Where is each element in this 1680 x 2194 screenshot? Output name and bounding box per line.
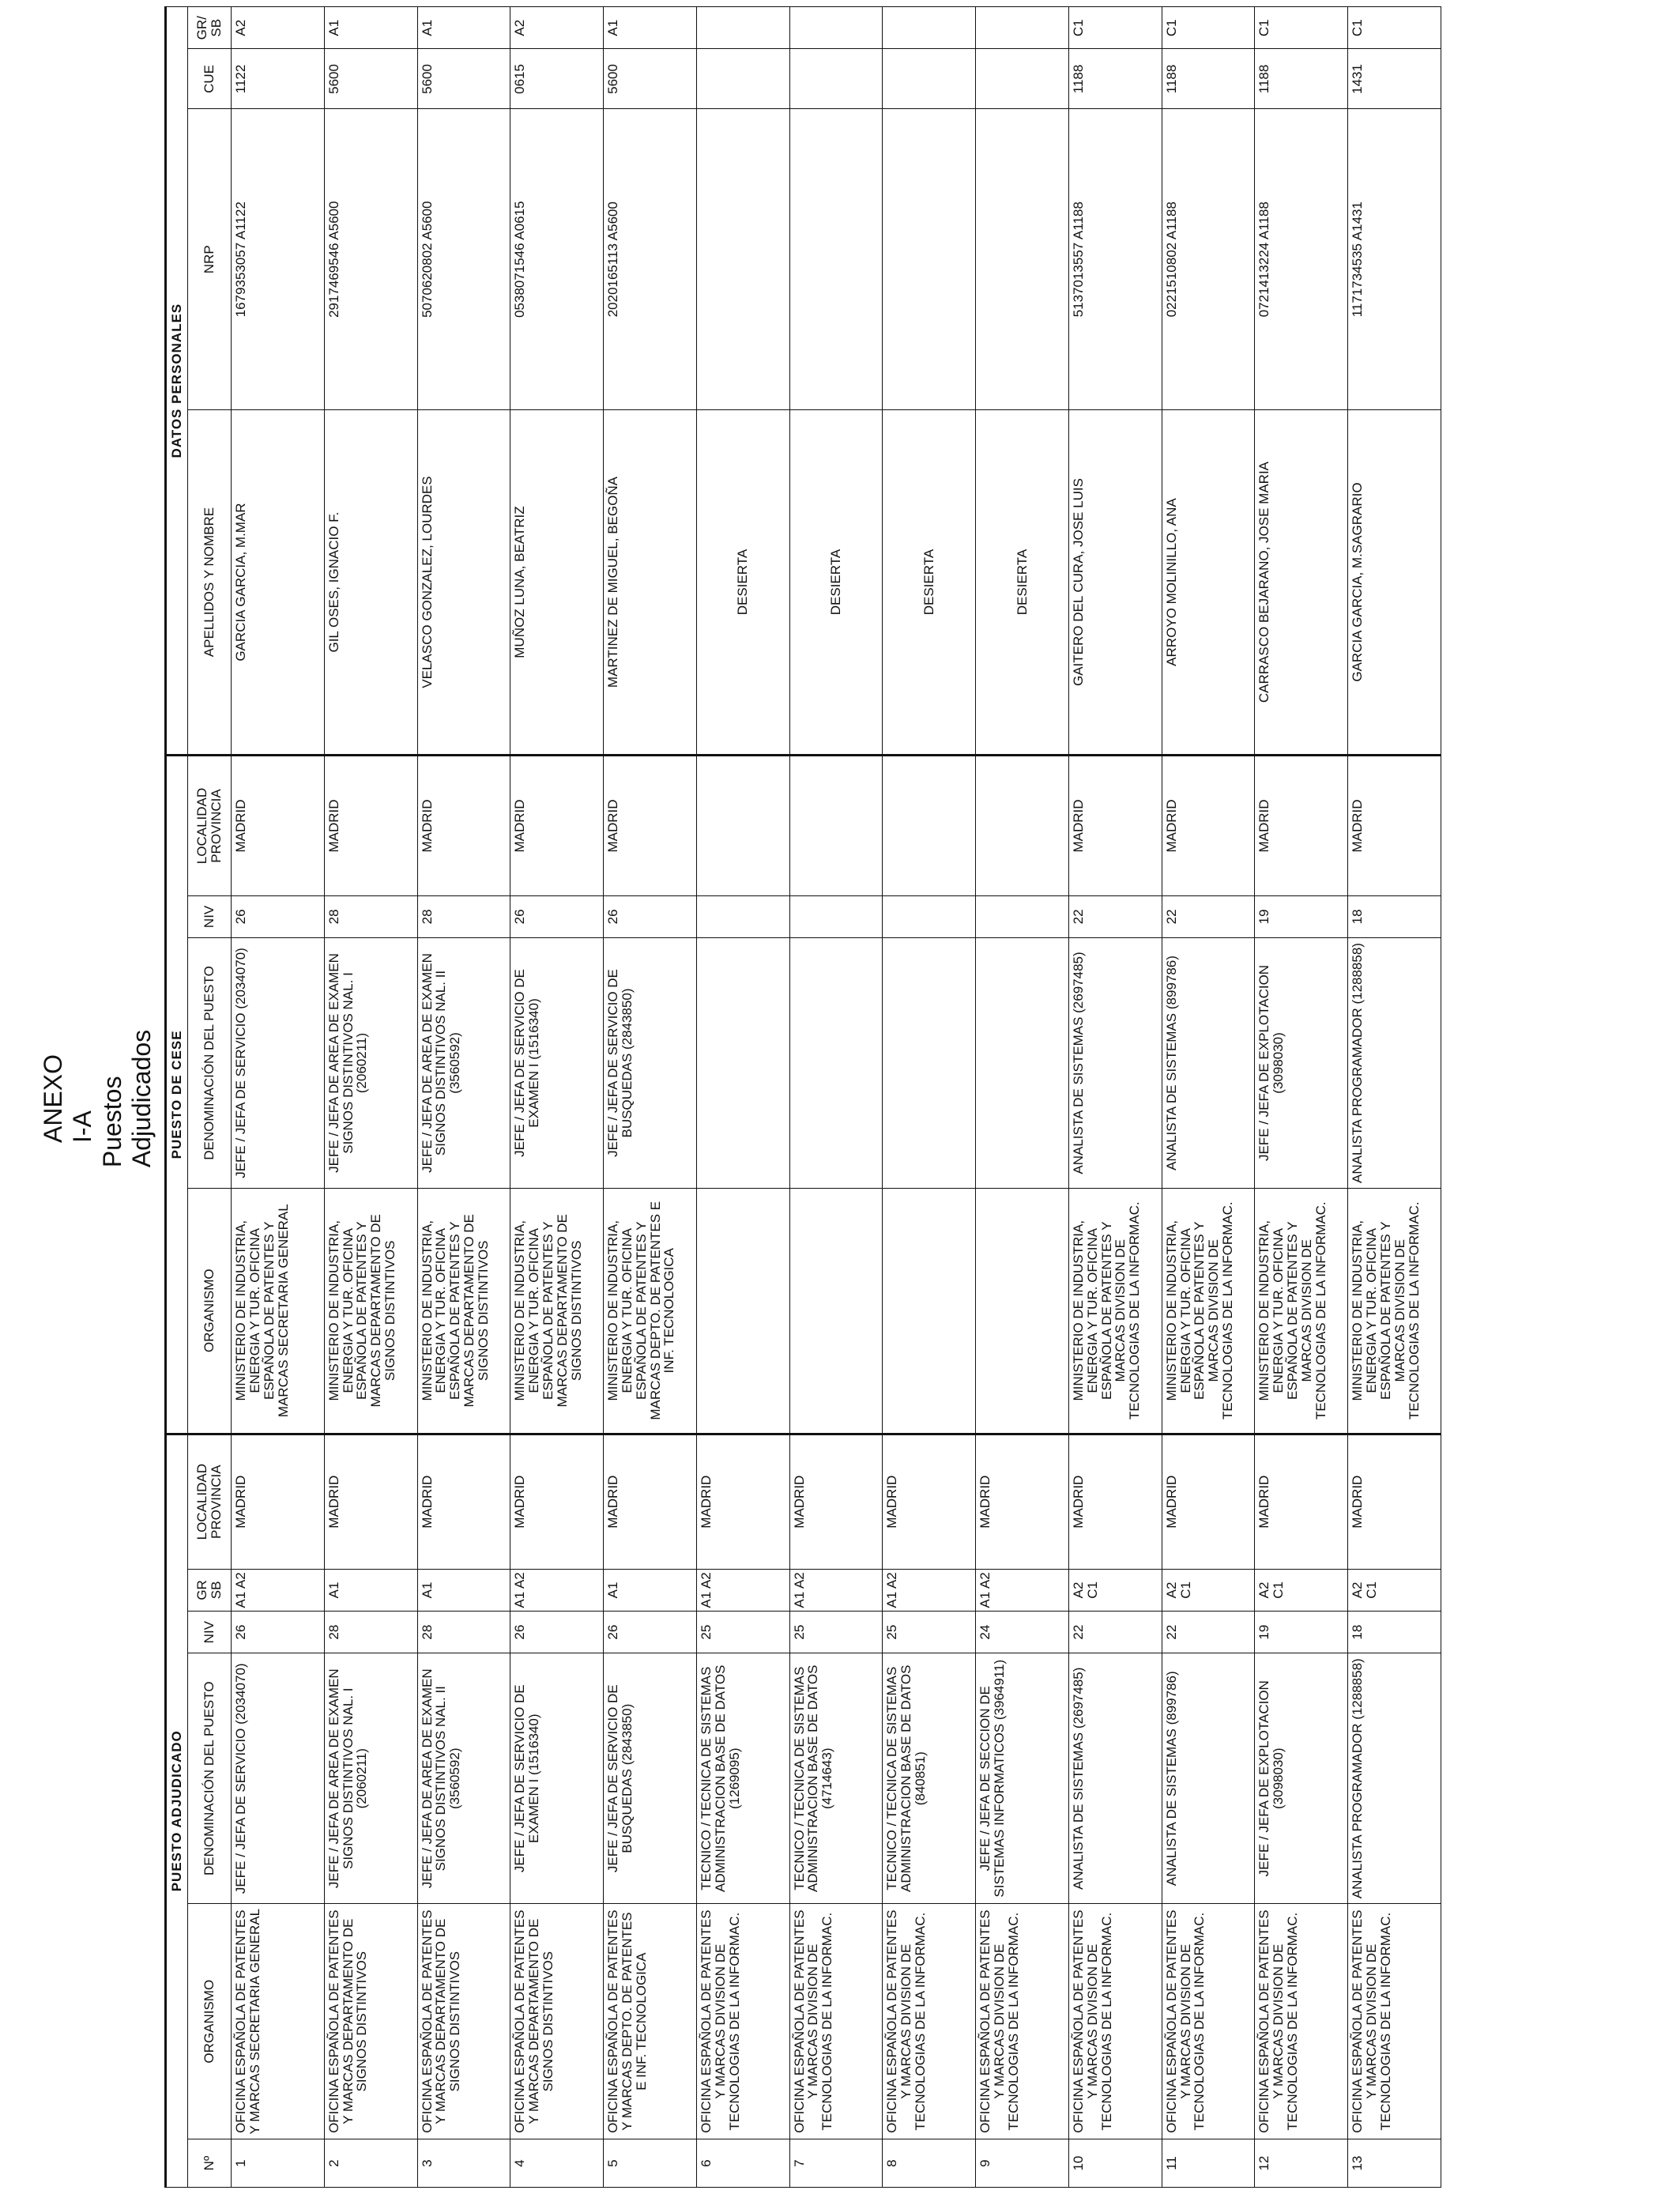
row-organismo: OFICINA ESPAÑOLA DE PATENTES Y MARCAS DIVISION DE TECNOLOGIAS DE LA INFORMAC. — [976, 1904, 1069, 2139]
row-denominacion-cese: JEFE / JEFA DE SERVICIO (2034070) — [232, 938, 325, 1189]
row-grsb: A1 A2 — [976, 1569, 1069, 1611]
row-organismo-cese: MINISTERIO DE INDUSTRIA, ENERGIA Y TUR. OFICINA ESPAÑOLA DE PATENTES Y MARCAS DEPTO. DE PATENTES E INF. TECNOLOGICA — [604, 1188, 697, 1434]
row-number: 6 — [696, 2139, 789, 2188]
row-niv: 25 — [696, 1612, 789, 1653]
row-grsb2 — [789, 7, 883, 49]
row-nrp: 2917469546 A5600 — [324, 109, 417, 409]
row-organismo: OFICINA ESPAÑOLA DE PATENTES Y MARCAS DIVISION DE TECNOLOGIAS DE LA INFORMAC. — [789, 1904, 883, 2139]
col-header-denominacion: DENOMINACIÓN DEL PUESTO — [188, 1653, 232, 1904]
row-organismo-cese — [696, 1188, 789, 1434]
row-localidad-cese: MADRID — [510, 756, 604, 896]
row-localidad-cese — [976, 756, 1069, 896]
row-denominacion: JEFE / JEFA DE SERVICIO (2034070) — [232, 1653, 325, 1904]
row-cue — [976, 49, 1069, 109]
row-niv-cese: 22 — [1162, 895, 1255, 937]
table-row — [1068, 7, 1162, 2188]
row-organismo: OFICINA ESPAÑOLA DE PATENTES Y MARCAS DIVISION DE TECNOLOGIAS DE LA INFORMAC. — [1162, 1904, 1255, 2139]
row-denominacion: TECNICO / TECNICA DE SISTEMAS ADMINISTRACION BASE DE DATOS (1269095) — [696, 1653, 789, 1904]
row-niv: 25 — [883, 1612, 976, 1653]
row-number: 5 — [604, 2139, 697, 2188]
row-cue: 1188 — [1162, 49, 1255, 109]
row-niv: 28 — [324, 1612, 417, 1653]
group-header-adjudicado: PUESTO ADJUDICADO — [166, 1434, 188, 2187]
row-nrp — [789, 109, 883, 409]
row-nrp — [696, 109, 789, 409]
row-niv-cese: 26 — [510, 895, 604, 937]
row-grsb: A2 C1 — [1068, 1569, 1162, 1611]
row-denominacion-cese: JEFE / JEFA DE AREA DE EXAMEN SIGNOS DISTINTIVOS NAL. II (3560592) — [417, 938, 510, 1189]
row-localidad-cese: MADRID — [1348, 756, 1441, 896]
row-cue: 1188 — [1068, 49, 1162, 109]
row-number: 8 — [883, 2139, 976, 2188]
row-niv-cese — [976, 895, 1069, 937]
row-denominacion-cese — [789, 938, 883, 1189]
row-denominacion-cese — [696, 938, 789, 1189]
title-block — [28, 0, 155, 2194]
row-localidad-cese: MADRID — [417, 756, 510, 896]
row-grsb: A2 C1 — [1348, 1569, 1441, 1611]
row-niv: 26 — [232, 1612, 325, 1653]
row-localidad-cese — [883, 756, 976, 896]
table-row — [1162, 7, 1255, 2188]
row-grsb: A1 A2 — [232, 1569, 325, 1611]
col-header-niv: NIV — [188, 1612, 232, 1653]
row-apellidos-nombre: CARRASCO BEJARANO, JOSE MARIA — [1255, 409, 1348, 755]
table-row — [324, 7, 417, 2188]
row-organismo: OFICINA ESPAÑOLA DE PATENTES Y MARCAS DEPARTAMENTO DE SIGNOS DISTINTIVOS — [417, 1904, 510, 2139]
col-header-localidad: LOCALIDAD PROVINCIA — [188, 1434, 232, 1569]
group-header-row — [166, 7, 188, 2188]
row-number: 9 — [976, 2139, 1069, 2188]
row-denominacion-cese — [976, 938, 1069, 1189]
row-organismo: OFICINA ESPAÑOLA DE PATENTES Y MARCAS SECRETARIA GENERAL — [232, 1904, 325, 2139]
row-niv-cese — [883, 895, 976, 937]
row-number: 10 — [1068, 2139, 1162, 2188]
row-grsb: A1 A2 — [789, 1569, 883, 1611]
row-nrp: 5137013557 A1188 — [1068, 109, 1162, 409]
row-cue — [696, 49, 789, 109]
col-header-niv-cese: NIV — [188, 895, 232, 937]
table-row — [510, 7, 604, 2188]
row-denominacion-cese: ANALISTA DE SISTEMAS (899786) — [1162, 938, 1255, 1189]
row-niv-cese — [696, 895, 789, 937]
col-header-n: Nº — [188, 2139, 232, 2188]
row-organismo: OFICINA ESPAÑOLA DE PATENTES Y MARCAS DEPARTAMENTO DE SIGNOS DISTINTIVOS — [324, 1904, 417, 2139]
row-denominacion-cese: JEFE / JEFA DE AREA DE EXAMEN SIGNOS DISTINTIVOS NAL. I (2060211) — [324, 938, 417, 1189]
row-organismo: OFICINA ESPAÑOLA DE PATENTES Y MARCAS DIVISION DE TECNOLOGIAS DE LA INFORMAC. — [883, 1904, 976, 2139]
awards-table-container — [164, 6, 1441, 2188]
table-row — [883, 7, 976, 2188]
row-localidad-cese — [696, 756, 789, 896]
row-niv: 24 — [976, 1612, 1069, 1653]
row-localidad-cese: MADRID — [1068, 756, 1162, 896]
row-organismo: OFICINA ESPAÑOLA DE PATENTES Y MARCAS DIVISION DE TECNOLOGIAS DE LA INFORMAC. — [1255, 1904, 1348, 2139]
table-row — [1348, 7, 1441, 2188]
row-number: 11 — [1162, 2139, 1255, 2188]
row-organismo-cese: MINISTERIO DE INDUSTRIA, ENERGIA Y TUR. OFICINA ESPAÑOLA DE PATENTES Y MARCAS DEPARTAMENTO DE SIGNOS DISTINTIVOS — [417, 1188, 510, 1434]
row-cue: 1431 — [1348, 49, 1441, 109]
row-localidad: MADRID — [1255, 1434, 1348, 1569]
row-cue — [789, 49, 883, 109]
row-denominacion: JEFE / JEFA DE SERVICIO DE EXAMEN I (1516340) — [510, 1653, 604, 1904]
row-niv-cese: 28 — [417, 895, 510, 937]
row-niv: 22 — [1068, 1612, 1162, 1653]
row-organismo-cese: MINISTERIO DE INDUSTRIA, ENERGIA Y TUR. OFICINA ESPAÑOLA DE PATENTES Y MARCAS DEPARTAMENTO DE SIGNOS DISTINTIVOS — [324, 1188, 417, 1434]
row-localidad: MADRID — [883, 1434, 976, 1569]
row-grsb: A1 — [324, 1569, 417, 1611]
row-apellidos-nombre: VELASCO GONZALEZ, LOURDES — [417, 409, 510, 755]
row-nrp: 0538071546 A0615 — [510, 109, 604, 409]
row-denominacion: TECNICO / TECNICA DE SISTEMAS ADMINISTRACION BASE DE DATOS (4714643) — [789, 1653, 883, 1904]
row-grsb: A1 — [604, 1569, 697, 1611]
row-denominacion-cese: ANALISTA PROGRAMADOR (1288858) — [1348, 938, 1441, 1189]
row-organismo: OFICINA ESPAÑOLA DE PATENTES Y MARCAS DEPARTAMENTO DE SIGNOS DISTINTIVOS — [510, 1904, 604, 2139]
table-row — [232, 7, 325, 2188]
col-header-cue: CUE — [188, 49, 232, 109]
col-header-apellidos: APELLIDOS Y NOMBRE — [188, 409, 232, 755]
row-apellidos-nombre: GARCIA GARCIA, M.SAGRARIO — [1348, 409, 1441, 755]
row-nrp: 5070620802 A5600 — [417, 109, 510, 409]
table-row — [604, 7, 697, 2188]
row-apellidos-nombre: DESIERTA — [976, 409, 1069, 755]
row-grsb2: C1 — [1162, 7, 1255, 49]
page-subtitle: Puestos Adjudicados — [98, 1029, 156, 1168]
row-grsb: A1 — [417, 1569, 510, 1611]
table-body — [232, 7, 1441, 2188]
row-grsb2: A2 — [510, 7, 604, 49]
row-denominacion-cese — [883, 938, 976, 1189]
row-organismo: OFICINA ESPAÑOLA DE PATENTES Y MARCAS DIVISION DE TECNOLOGIAS DE LA INFORMAC. — [696, 1904, 789, 2139]
row-cue: 0615 — [510, 49, 604, 109]
row-cue: 1122 — [232, 49, 325, 109]
row-grsb2: A1 — [417, 7, 510, 49]
row-organismo: OFICINA ESPAÑOLA DE PATENTES Y MARCAS DIVISION DE TECNOLOGIAS DE LA INFORMAC. — [1068, 1904, 1162, 2139]
row-number: 12 — [1255, 2139, 1348, 2188]
row-organismo-cese: MINISTERIO DE INDUSTRIA, ENERGIA Y TUR. OFICINA ESPAÑOLA DE PATENTES Y MARCAS DIVISION DE TECNOLOGIAS DE LA INFORMAC. — [1255, 1188, 1348, 1434]
col-header-grsb2: GR/ SB — [188, 7, 232, 49]
row-nrp: 2020165113 A5600 — [604, 109, 697, 409]
row-cue: 5600 — [324, 49, 417, 109]
row-grsb: A2 C1 — [1162, 1569, 1255, 1611]
row-localidad: MADRID — [510, 1434, 604, 1569]
row-apellidos-nombre: DESIERTA — [696, 409, 789, 755]
row-organismo: OFICINA ESPAÑOLA DE PATENTES Y MARCAS DEPTO. DE PATENTES E INF. TECNOLOGICA — [604, 1904, 697, 2139]
row-localidad-cese: MADRID — [324, 756, 417, 896]
row-organismo-cese: MINISTERIO DE INDUSTRIA, ENERGIA Y TUR. OFICINA ESPAÑOLA DE PATENTES Y MARCAS DIVISION DE TECNOLOGIAS DE LA INFORMAC. — [1068, 1188, 1162, 1434]
row-organismo-cese — [976, 1188, 1069, 1434]
row-grsb2: A1 — [324, 7, 417, 49]
row-localidad: MADRID — [232, 1434, 325, 1569]
row-denominacion-cese: JEFE / JEFA DE SERVICIO DE BUSQUEDAS (2843850) — [604, 938, 697, 1189]
table-row — [696, 7, 789, 2188]
row-number: 4 — [510, 2139, 604, 2188]
row-niv-cese — [789, 895, 883, 937]
group-header-cese: PUESTO DE CESE — [166, 756, 188, 1434]
awards-table — [164, 6, 1441, 2188]
row-localidad: MADRID — [1068, 1434, 1162, 1569]
row-localidad: MADRID — [1162, 1434, 1255, 1569]
row-number: 1 — [232, 2139, 325, 2188]
row-localidad-cese: MADRID — [1162, 756, 1255, 896]
row-nrp: 1171734535 A1431 — [1348, 109, 1441, 409]
row-niv: 26 — [510, 1612, 604, 1653]
table-row — [976, 7, 1069, 2188]
row-organismo-cese: MINISTERIO DE INDUSTRIA, ENERGIA Y TUR. OFICINA ESPAÑOLA DE PATENTES Y MARCAS DEPARTAMENTO DE SIGNOS DISTINTIVOS — [510, 1188, 604, 1434]
row-apellidos-nombre: MARTINEZ DE MIGUEL, BEGOÑA — [604, 409, 697, 755]
row-localidad: MADRID — [789, 1434, 883, 1569]
row-apellidos-nombre: DESIERTA — [789, 409, 883, 755]
row-localidad: MADRID — [604, 1434, 697, 1569]
row-cue — [883, 49, 976, 109]
row-localidad: MADRID — [976, 1434, 1069, 1569]
row-grsb2: A1 — [604, 7, 697, 49]
row-niv-cese: 22 — [1068, 895, 1162, 937]
page-title: ANEXO I-A — [39, 1054, 96, 1144]
row-apellidos-nombre: MUÑOZ LUNA, BEATRIZ — [510, 409, 604, 755]
row-grsb2: C1 — [1348, 7, 1441, 49]
col-header-nrp: NRP — [188, 109, 232, 409]
row-number: 3 — [417, 2139, 510, 2188]
row-denominacion: ANALISTA DE SISTEMAS (899786) — [1162, 1653, 1255, 1904]
row-grsb2 — [883, 7, 976, 49]
row-grsb2: A2 — [232, 7, 325, 49]
row-nrp — [883, 109, 976, 409]
col-header-denominacion-cese: DENOMINACIÓN DEL PUESTO — [188, 938, 232, 1189]
row-localidad: MADRID — [1348, 1434, 1441, 1569]
column-header-row — [188, 7, 232, 2188]
row-denominacion-cese: JEFE / JEFA DE SERVICIO DE EXAMEN I (1516340) — [510, 938, 604, 1189]
row-niv-cese: 26 — [604, 895, 697, 937]
row-niv: 28 — [417, 1612, 510, 1653]
col-header-organismo-cese: ORGANISMO — [188, 1188, 232, 1434]
col-header-localidad-cese: LOCALIDAD PROVINCIA — [188, 756, 232, 896]
row-denominacion: TECNICO / TECNICA DE SISTEMAS ADMINISTRACION BASE DE DATOS (840851) — [883, 1653, 976, 1904]
row-number: 2 — [324, 2139, 417, 2188]
row-denominacion: JEFE / JEFA DE AREA DE EXAMEN SIGNOS DISTINTIVOS NAL. II (3560592) — [417, 1653, 510, 1904]
row-number: 13 — [1348, 2139, 1441, 2188]
row-denominacion-cese: JEFE / JEFA DE EXPLOTACION (3098030) — [1255, 938, 1348, 1189]
row-cue: 5600 — [417, 49, 510, 109]
row-niv-cese: 26 — [232, 895, 325, 937]
row-grsb: A1 A2 — [696, 1569, 789, 1611]
row-niv-cese: 18 — [1348, 895, 1441, 937]
row-cue: 1188 — [1255, 49, 1348, 109]
row-number: 7 — [789, 2139, 883, 2188]
row-localidad: MADRID — [417, 1434, 510, 1569]
row-apellidos-nombre: GIL OSES, IGNACIO F. — [324, 409, 417, 755]
row-localidad-cese — [789, 756, 883, 896]
row-localidad: MADRID — [324, 1434, 417, 1569]
row-nrp: 0221510802 A1188 — [1162, 109, 1255, 409]
row-organismo: OFICINA ESPAÑOLA DE PATENTES Y MARCAS DIVISION DE TECNOLOGIAS DE LA INFORMAC. — [1348, 1904, 1441, 2139]
row-cue: 5600 — [604, 49, 697, 109]
row-grsb: A2 C1 — [1255, 1569, 1348, 1611]
row-localidad-cese: MADRID — [1255, 756, 1348, 896]
row-denominacion: JEFE / JEFA DE EXPLOTACION (3098030) — [1255, 1653, 1348, 1904]
row-localidad-cese: MADRID — [604, 756, 697, 896]
row-organismo-cese: MINISTERIO DE INDUSTRIA, ENERGIA Y TUR. OFICINA ESPAÑOLA DE PATENTES Y MARCAS DIVISION DE TECNOLOGIAS DE LA INFORMAC. — [1162, 1188, 1255, 1434]
row-apellidos-nombre: GAITERO DEL CURA, JOSE LUIS — [1068, 409, 1162, 755]
row-denominacion: JEFE / JEFA DE AREA DE EXAMEN SIGNOS DISTINTIVOS NAL. I (2060211) — [324, 1653, 417, 1904]
row-grsb: A1 A2 — [883, 1569, 976, 1611]
row-denominacion-cese: ANALISTA DE SISTEMAS (2697485) — [1068, 938, 1162, 1189]
row-niv: 22 — [1162, 1612, 1255, 1653]
table-row — [417, 7, 510, 2188]
row-denominacion: JEFE / JEFA DE SERVICIO DE BUSQUEDAS (2843850) — [604, 1653, 697, 1904]
row-organismo-cese: MINISTERIO DE INDUSTRIA, ENERGIA Y TUR. OFICINA ESPAÑOLA DE PATENTES Y MARCAS DIVISION DE TECNOLOGIAS DE LA INFORMAC. — [1348, 1188, 1441, 1434]
row-grsb2: C1 — [1255, 7, 1348, 49]
row-nrp: 0721413224 A1188 — [1255, 109, 1348, 409]
row-grsb2 — [696, 7, 789, 49]
row-organismo-cese — [789, 1188, 883, 1434]
col-header-organismo: ORGANISMO — [188, 1904, 232, 2139]
row-grsb: A1 A2 — [510, 1569, 604, 1611]
row-organismo-cese: MINISTERIO DE INDUSTRIA, ENERGIA Y TUR. OFICINA ESPAÑOLA DE PATENTES Y MARCAS SECRETARIA GENERAL — [232, 1188, 325, 1434]
row-denominacion: ANALISTA PROGRAMADOR (1288858) — [1348, 1653, 1441, 1904]
row-apellidos-nombre: ARROYO MOLINILLO, ANA — [1162, 409, 1255, 755]
row-grsb2: C1 — [1068, 7, 1162, 49]
row-nrp — [976, 109, 1069, 409]
row-niv: 25 — [789, 1612, 883, 1653]
table-row — [1255, 7, 1348, 2188]
row-localidad: MADRID — [696, 1434, 789, 1569]
row-grsb2 — [976, 7, 1069, 49]
row-localidad-cese: MADRID — [232, 756, 325, 896]
row-denominacion: ANALISTA DE SISTEMAS (2697485) — [1068, 1653, 1162, 1904]
row-niv-cese: 28 — [324, 895, 417, 937]
row-niv-cese: 19 — [1255, 895, 1348, 937]
table-row — [789, 7, 883, 2188]
row-niv: 26 — [604, 1612, 697, 1653]
row-niv: 19 — [1255, 1612, 1348, 1653]
group-header-personales: DATOS PERSONALES — [166, 7, 188, 756]
row-nrp: 1679353057 A1122 — [232, 109, 325, 409]
row-denominacion: JEFE / JEFA DE SECCION DE SISTEMAS INFORMATICOS (3964911) — [976, 1653, 1069, 1904]
row-apellidos-nombre: DESIERTA — [883, 409, 976, 755]
row-apellidos-nombre: GARCIA GARCIA, M.MAR — [232, 409, 325, 755]
row-organismo-cese — [883, 1188, 976, 1434]
row-niv: 18 — [1348, 1612, 1441, 1653]
col-header-grsb: GR SB — [188, 1569, 232, 1611]
